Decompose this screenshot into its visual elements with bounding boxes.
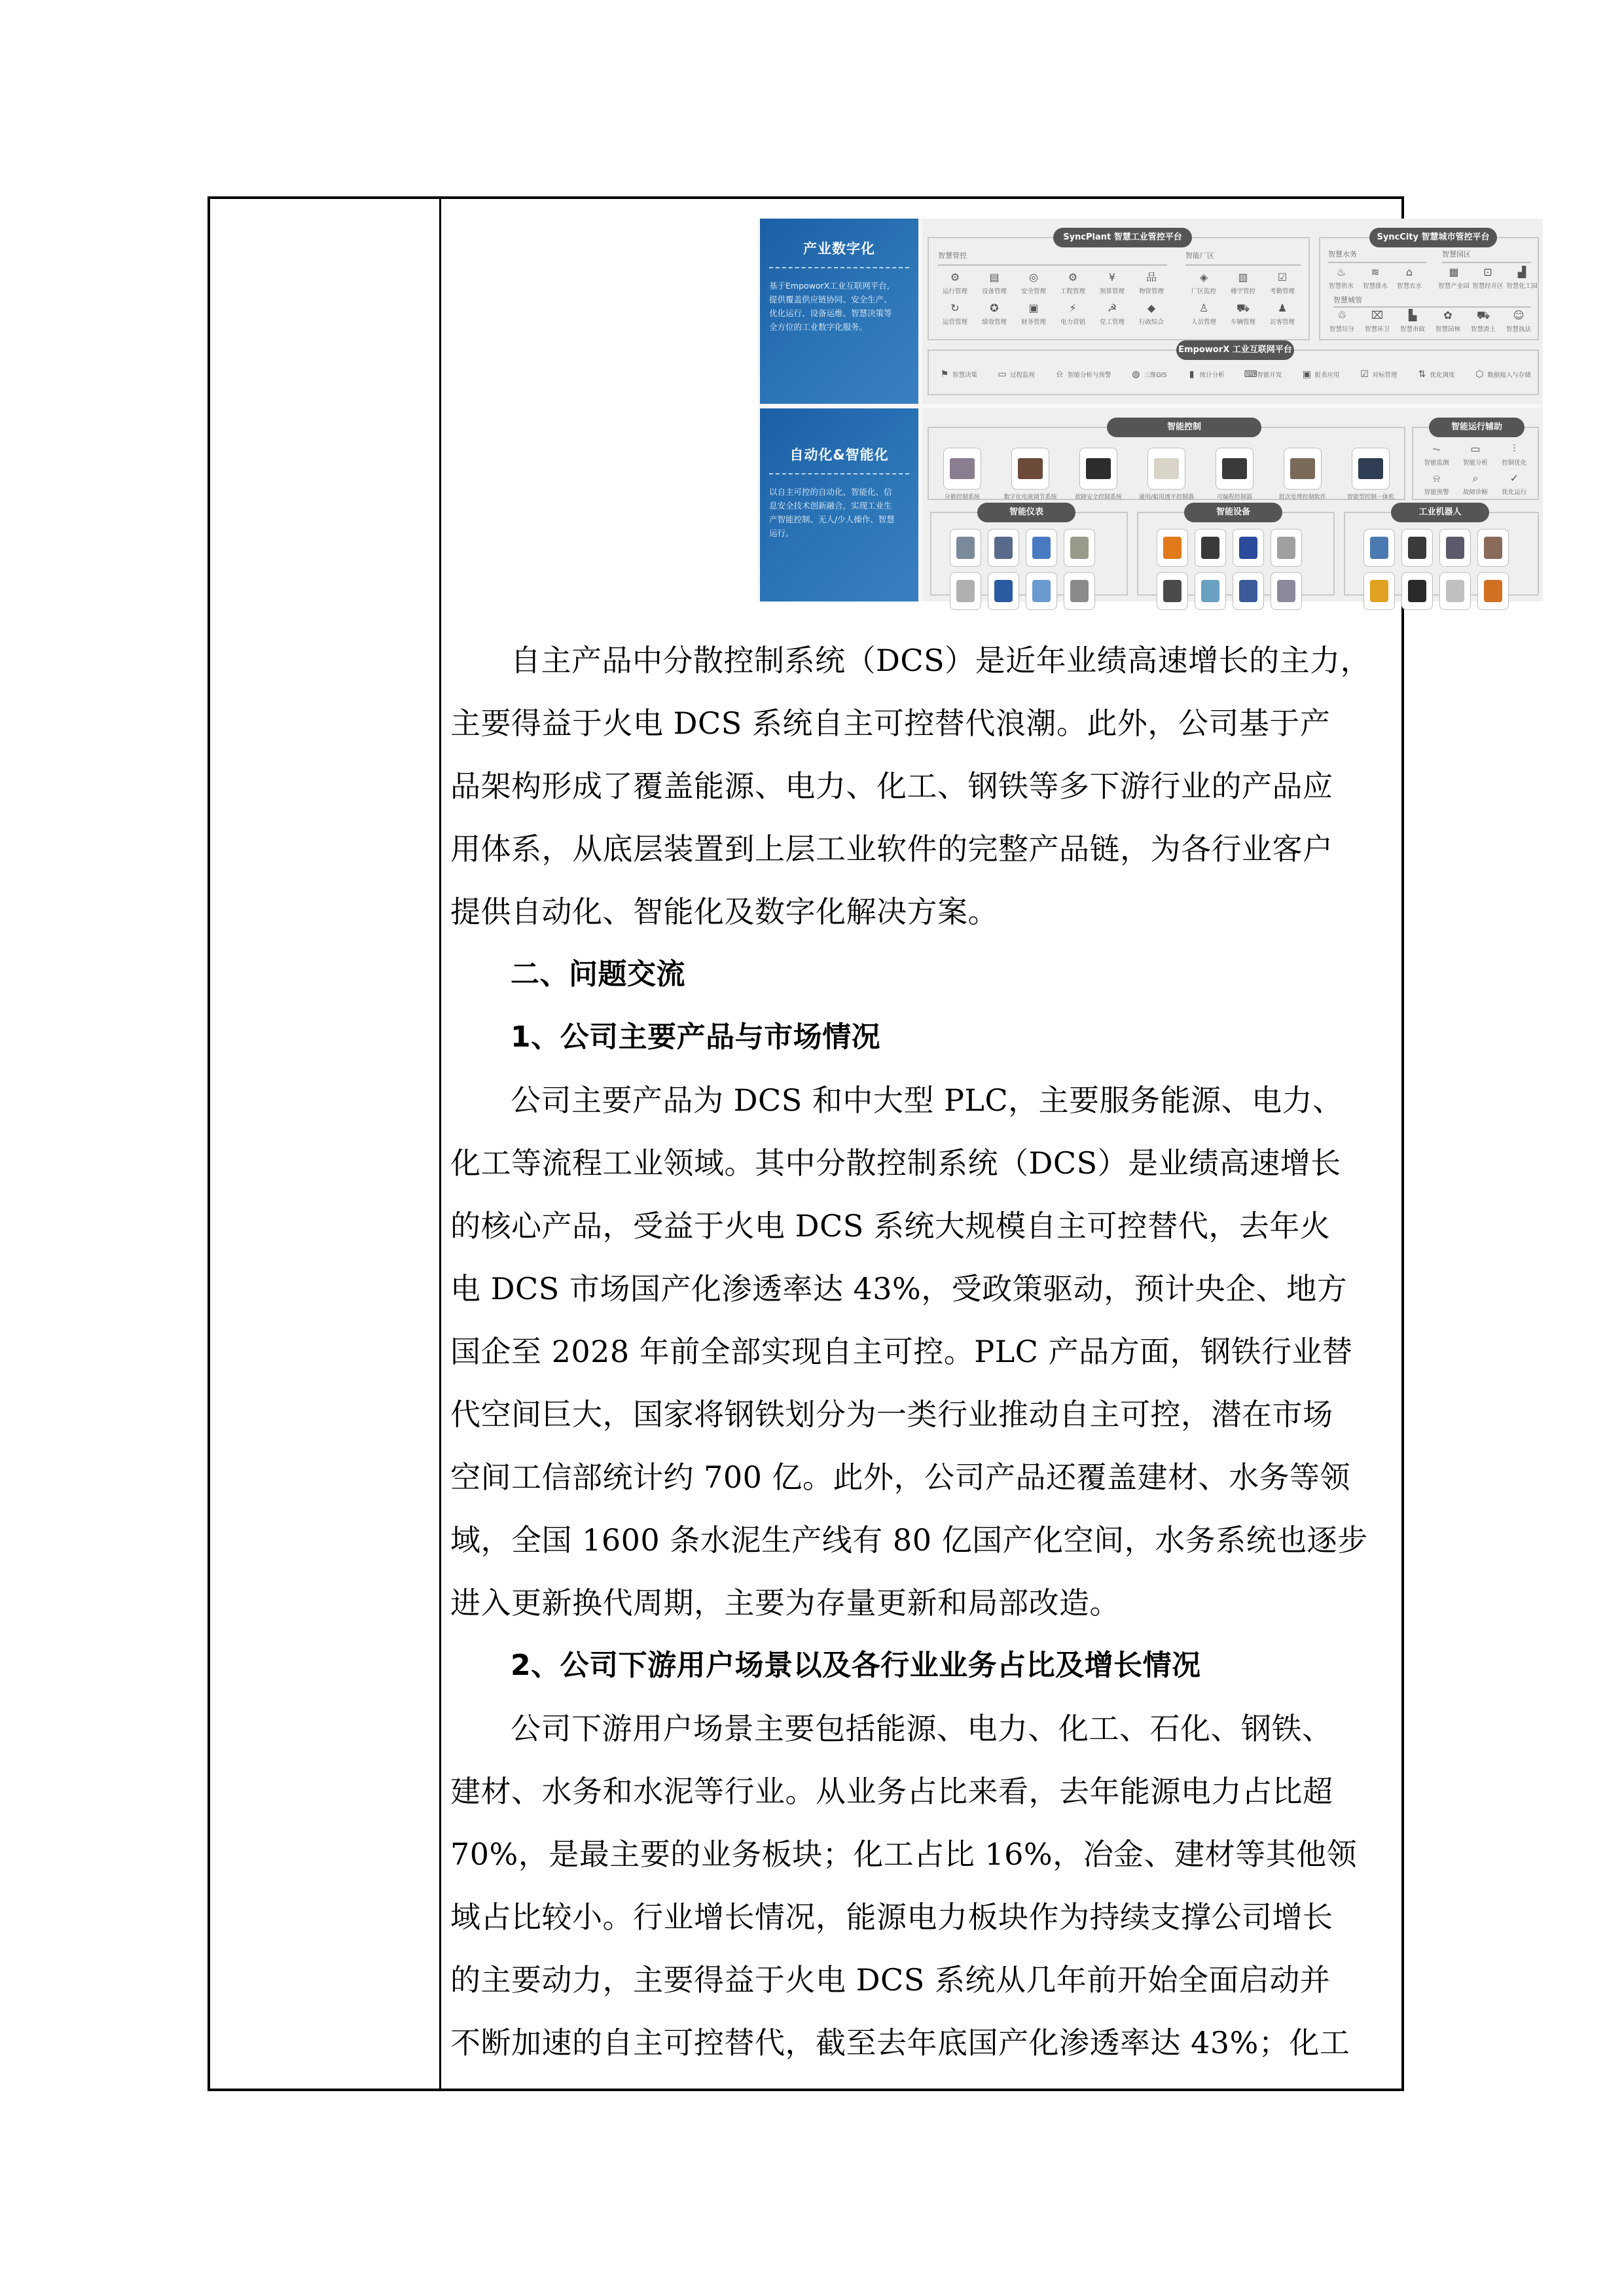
globe-icon: ◍	[1132, 369, 1140, 380]
group-divider	[938, 264, 1167, 266]
item-label: 预算管理	[1099, 288, 1125, 295]
item-label: 人员管理	[1191, 319, 1216, 326]
group-heading: 智慧园区	[1442, 250, 1471, 259]
equipment-tile[interactable]	[1195, 572, 1226, 610]
product-image	[1011, 448, 1049, 490]
grid-item-garden[interactable]	[1430, 309, 1466, 333]
product-sis[interactable]	[1072, 448, 1125, 501]
panel-description	[760, 485, 918, 540]
group-heading: 智慧水务	[1328, 250, 1357, 259]
instrument-tile[interactable]	[1064, 572, 1095, 610]
product-deh[interactable]	[1003, 448, 1057, 501]
robot-tile[interactable]	[1439, 529, 1471, 567]
automation-panel	[760, 408, 918, 601]
group-divider	[1185, 264, 1301, 266]
list-icon: ▤	[989, 271, 1000, 283]
plant-icon: ✿	[1443, 309, 1453, 321]
table-right-cell	[441, 199, 1538, 2089]
grid-item-vehicle[interactable]	[1223, 302, 1263, 326]
product-label: 可编程控制器	[1216, 494, 1252, 501]
instrument-tile[interactable]	[1026, 572, 1057, 610]
smart-water-grid	[1324, 266, 1426, 290]
truck-icon: ⛟	[1477, 309, 1490, 321]
instrument-tile[interactable]	[950, 572, 981, 610]
aux-item[interactable]	[1417, 472, 1456, 496]
table-left-cell	[210, 199, 441, 2089]
smart-ops-aux-title: 智能运行辅助	[1429, 418, 1525, 437]
equipment-tiles	[1157, 529, 1302, 610]
item-label: 智能预警	[1424, 489, 1449, 496]
power-chart-icon: ⚡	[1069, 302, 1077, 314]
grid-item-finance[interactable]	[1014, 302, 1053, 326]
product-image	[1079, 448, 1117, 490]
instrument-tile[interactable]	[1026, 529, 1057, 567]
grid-item-operation[interactable]	[935, 271, 975, 295]
grid-item-performance[interactable]	[975, 302, 1014, 326]
item-label: 对标管理	[1372, 372, 1398, 379]
equipment-tile[interactable]	[1271, 529, 1302, 567]
grid-item-admin[interactable]	[1132, 302, 1171, 326]
instrument-tile[interactable]	[988, 572, 1019, 610]
paragraph-line: 代空间巨大，国家将钢铁划分为一类行业推动自主可控，潜在市场	[450, 1397, 1333, 1432]
smart-urban-grid	[1324, 309, 1536, 333]
capability-item[interactable]	[1187, 369, 1225, 380]
city-icon: ▙	[1408, 309, 1417, 321]
robot-tiles	[1363, 529, 1509, 610]
lock-icon: ◎	[1029, 271, 1038, 283]
equipment-tile[interactable]	[1233, 529, 1264, 567]
group-divider	[1442, 262, 1531, 263]
item-label: 智慧农水	[1396, 283, 1422, 290]
farm-water-icon: ⌂	[1405, 266, 1413, 278]
grid-item-party[interactable]	[1092, 302, 1132, 326]
section-heading: 二、问题交流	[511, 958, 685, 991]
capability-item[interactable]	[1359, 369, 1397, 380]
product-dcs[interactable]	[935, 448, 989, 501]
paragraph-line: 域占比较小。行业增长情况，能源电力板块作为持续支撑公司增长	[450, 1899, 1333, 1935]
product-architecture-figure	[757, 219, 1543, 601]
aux-item[interactable]	[1417, 442, 1456, 467]
capability-item[interactable]	[1244, 369, 1282, 380]
analysis-icon: ▭	[1470, 442, 1481, 455]
group-heading: 智慧城管	[1333, 296, 1362, 304]
bar-chart-icon: ▮	[1189, 369, 1195, 380]
grid-item-water-supply[interactable]	[1324, 266, 1358, 290]
item-label: 智能分析	[1462, 459, 1488, 467]
item-label: 智慧排水	[1362, 283, 1388, 290]
product-label: 智能型控制一体机	[1346, 494, 1394, 501]
person-icon: ♙	[1199, 302, 1209, 314]
capability-item[interactable]	[1302, 369, 1340, 380]
industrial-robots-box	[1344, 507, 1539, 596]
data-hex-icon: ⬡	[1475, 369, 1484, 380]
monitor-wave-icon: ▭	[998, 369, 1007, 380]
grid-item-engineering[interactable]	[1053, 271, 1092, 295]
gear-icon: ⚙	[1068, 271, 1078, 283]
equipment-tile[interactable]	[1157, 529, 1188, 567]
product-batch[interactable]	[1276, 448, 1329, 501]
synccity-title: SyncCity 智慧城市管控平台	[1369, 228, 1497, 247]
item-label: 智慧环卫	[1364, 326, 1390, 333]
grid-item-enforcement[interactable]	[1501, 309, 1536, 333]
code-monitor-icon: ⌨	[1244, 369, 1257, 380]
calendar-check-icon: ☑	[1277, 271, 1288, 283]
item-label: 智慧决策	[952, 372, 978, 379]
synccity-box	[1319, 232, 1539, 340]
product-plc[interactable]	[1208, 448, 1261, 501]
product-all-in-one[interactable]	[1344, 448, 1398, 501]
panel-title: 产业数字化	[803, 241, 875, 257]
aux-item[interactable]	[1495, 442, 1534, 467]
visitor-icon: ♟	[1277, 302, 1288, 314]
paragraph-line: 自主产品中分散控制系统（DCS）是近年业绩高速增长的主力，	[511, 643, 1371, 678]
product-label: 批次处理控制软件	[1278, 494, 1326, 501]
item-label: 安全管理	[1020, 288, 1046, 295]
item-label: 智慧垃分	[1329, 326, 1354, 333]
item-label: 统计分析	[1199, 372, 1225, 379]
grid-item-sorting[interactable]	[1324, 309, 1360, 333]
automation-content	[922, 408, 1543, 601]
figure-row-digitalization	[757, 219, 1543, 404]
item-label: 控制优化	[1502, 459, 1527, 467]
item-label: 智慧供水	[1328, 283, 1354, 290]
item-label: 智慧产业园	[1438, 283, 1470, 290]
alarm-icon: ⍾	[1433, 472, 1440, 484]
empowerx-capabilities	[939, 369, 1531, 380]
item-label: 报表应用	[1314, 372, 1340, 379]
item-label: 智慧执法	[1506, 326, 1531, 333]
cycle-icon: ↻	[950, 302, 960, 314]
hierarchy-icon: 品	[1146, 271, 1157, 283]
group-heading: 智能厂区	[1185, 251, 1214, 260]
item-label: 电力营销	[1060, 319, 1085, 326]
paragraph-line: 的主要动力，主要得益于火电 DCS 系统从几年前开始全面启动并	[450, 1962, 1331, 1998]
item-label: 三维GIS	[1144, 372, 1167, 379]
paragraph-line: 进入更新换代周期，主要为存量更新和局部改造。	[450, 1585, 1120, 1621]
item-label: 工程管理	[1060, 288, 1085, 295]
paragraph-line: 国企至 2028 年前全部实现自主可控。PLC 产品方面，钢铁行业替	[450, 1334, 1353, 1369]
item-label: 智慧市政	[1399, 326, 1425, 333]
award-icon: ✪	[990, 302, 999, 314]
instrument-tile[interactable]	[1064, 529, 1095, 567]
item-label: 车辆管理	[1230, 319, 1255, 326]
capability-item[interactable]	[1416, 369, 1454, 380]
grid-item-chem-park[interactable]	[1505, 266, 1539, 290]
robot-tile[interactable]	[1363, 529, 1395, 567]
digitalization-content	[922, 219, 1543, 404]
instrument-tile[interactable]	[988, 529, 1019, 567]
capability-item[interactable]	[1130, 369, 1166, 380]
car-icon: ⛟	[1236, 302, 1250, 314]
grid-item-budget[interactable]	[1092, 271, 1132, 295]
group-divider	[1328, 262, 1426, 263]
trend-icon: ☑	[1360, 369, 1369, 380]
figure-row-automation	[757, 408, 1543, 601]
building-icon: ▥	[1238, 271, 1248, 283]
party-icon: ☭	[1107, 302, 1117, 314]
instrument-tile[interactable]	[950, 529, 981, 567]
equipment-tile[interactable]	[1271, 572, 1302, 610]
industrial-robots-title: 工业机器人	[1391, 503, 1489, 522]
smart-equipment-title: 智能设备	[1184, 503, 1282, 522]
item-label: 过程监视	[1009, 372, 1035, 379]
item-label: 智能分析与预警	[1067, 372, 1111, 379]
item-label: 优化调度	[1430, 372, 1455, 379]
desc-line: 全方位的工业数字化服务。	[769, 322, 868, 332]
desc-line: 提供覆盖供应链协同、安全生产、	[769, 295, 892, 304]
item-label: 运营管理	[942, 319, 967, 326]
industrial-park-icon: ▦	[1449, 266, 1459, 278]
paragraph-line: 不断加速的自主可控替代，截至去年底国产化渗透率达 43%；化工	[450, 2025, 1350, 2060]
item-label: 智能开发	[1257, 372, 1282, 379]
grid-item-attendance[interactable]	[1263, 271, 1302, 295]
smart-equipment-box	[1137, 507, 1335, 596]
dashed-divider	[769, 267, 909, 268]
desc-line: 产智能控制、无人/少人操作、智慧	[769, 514, 895, 524]
aux-item[interactable]	[1495, 472, 1534, 496]
smart-park-grid	[1437, 266, 1539, 290]
paragraph-line: 的核心产品，受益于火电 DCS 系统大规模自主可控替代，去年火	[450, 1208, 1331, 1244]
grid-item-visitor[interactable]	[1263, 302, 1302, 326]
panel-title: 自动化&智能化	[789, 447, 889, 463]
question-heading-1: 1、公司主要产品与市场情况	[511, 1020, 881, 1054]
robot-tile[interactable]	[1477, 529, 1509, 567]
group-heading: 智慧管控	[938, 251, 967, 260]
item-label: 数据接入与存储	[1487, 372, 1531, 379]
smart-control-box	[928, 422, 1405, 501]
panel-description	[760, 279, 918, 334]
product-image	[1147, 448, 1185, 490]
item-label: 行政综合	[1138, 319, 1164, 326]
desc-line: 息安全技术创新融合，实现工业生	[769, 501, 892, 511]
product-label: 故障安全控制系统	[1074, 494, 1122, 501]
item-label: 智能监测	[1424, 459, 1449, 467]
grid-item-safety[interactable]	[1014, 271, 1053, 295]
product-image	[1284, 448, 1322, 490]
product-label: 通用/船用透平控制器	[1138, 494, 1195, 501]
grid-item-drainage[interactable]	[1358, 266, 1392, 290]
grid-item-municipal[interactable]	[1395, 309, 1430, 333]
robot-tile[interactable]	[1401, 529, 1433, 567]
layers-icon: ◆	[1147, 302, 1156, 314]
ops-aux-grid	[1417, 442, 1534, 496]
drain-icon: ≋	[1371, 266, 1380, 278]
desc-line: 运行。	[769, 528, 794, 538]
paragraph-line: 公司下游用户场景主要包括能源、电力、化工、石化、钢铁、	[511, 1711, 1333, 1746]
cog-cluster-icon: ⚙	[950, 271, 960, 283]
grid-item-building[interactable]	[1223, 271, 1263, 295]
alarm-icon: ⍾	[1056, 369, 1063, 380]
safe-icon: ▣	[1028, 302, 1039, 314]
sliders-icon: ⫶	[1513, 442, 1516, 455]
product-label: 数字化电液调节系统	[1003, 494, 1057, 501]
paragraph-line: 建材、水务和水泥等行业。从业务占比来看，去年能源电力占比超	[450, 1774, 1333, 1809]
smart-ops-aux-box	[1412, 422, 1539, 500]
item-label: 故障诊断	[1462, 489, 1488, 496]
paragraph-line: 空间工信部统计约 700 亿。此外，公司产品还覆盖建材、水务等领	[450, 1460, 1351, 1495]
question-heading-2: 2、公司下游用户场景以及各行业业务占比及增长情况	[511, 1649, 1201, 1682]
item-label: 绩效管理	[981, 319, 1007, 326]
schedule-icon: ⇅	[1418, 369, 1426, 380]
paragraph-line: 提供自动化、智能化及数字化解决方案。	[450, 894, 998, 929]
item-label: 智慧经开区	[1472, 283, 1504, 290]
grid-item-dev-zone[interactable]	[1471, 266, 1505, 290]
empowerx-box	[928, 345, 1539, 395]
robot-tile[interactable]	[1401, 572, 1433, 610]
smart-control-title: 智能控制	[1107, 418, 1261, 437]
aux-item[interactable]	[1456, 442, 1494, 467]
smart-plant-grid	[1184, 271, 1302, 326]
report-icon: ▣	[1302, 369, 1312, 380]
trash-icon: ⌧	[1371, 309, 1384, 321]
grid-item-farm-water[interactable]	[1392, 266, 1426, 290]
optimize-icon: ✓	[1509, 472, 1519, 484]
capability-item[interactable]	[1055, 369, 1111, 380]
control-products	[935, 448, 1398, 501]
item-label: 厂区监控	[1191, 288, 1216, 295]
paragraph-line: 化工等流程工业领域。其中分散控制系统（DCS）是业绩高速增长	[450, 1145, 1341, 1181]
item-label: 物资管理	[1138, 288, 1164, 295]
item-label: 财务管理	[1020, 319, 1046, 326]
desc-line: 基于EmpoworX工业互联网平台,	[769, 281, 890, 291]
paragraph-line: 70%，是最主要的业务板块；化工占比 16%，冶金、建材等其他领	[450, 1837, 1358, 1872]
smart-instruments-box	[930, 507, 1128, 596]
smart-instruments-title: 智能仪表	[977, 503, 1075, 522]
syncplant-title: SyncPlant 智慧工业管控平台	[1053, 228, 1192, 247]
dashed-divider	[769, 473, 909, 475]
product-image	[1352, 448, 1390, 490]
grid-item-industrial-park[interactable]	[1437, 266, 1471, 290]
grid-item-power-marketing[interactable]	[1053, 302, 1092, 326]
diagnosis-icon: ⌕	[1472, 472, 1479, 484]
grid-item-personnel[interactable]	[1184, 302, 1223, 326]
signpost-icon: ⚑	[940, 369, 949, 380]
grid-item-sanitation[interactable]	[1360, 309, 1395, 333]
paragraph-line: 域，全国 1600 条水泥生产线有 80 亿国产化空间，水务系统也逐步	[450, 1522, 1368, 1558]
paragraph-line: 用体系，从底层装置到上层工业软件的完整产品链，为各行业客户	[450, 831, 1333, 867]
robot-tile[interactable]	[1439, 572, 1471, 610]
grid-item-plant-monitor[interactable]	[1184, 271, 1223, 295]
water-supply-icon: ♨	[1336, 266, 1346, 278]
item-label: 优化运行	[1502, 489, 1527, 496]
robot-tile[interactable]	[1363, 572, 1395, 610]
chem-park-icon: ▟	[1517, 266, 1526, 278]
group-divider	[1333, 306, 1531, 308]
equipment-tile[interactable]	[1195, 529, 1226, 567]
desc-line: 以自主可控的自动化、智能化、信	[769, 487, 892, 497]
empowerx-title: EmpoworX 工业互联网平台	[1176, 340, 1294, 360]
sorting-icon: ♲	[1337, 309, 1347, 321]
dev-zone-icon: ⊡	[1483, 266, 1492, 278]
product-label: 分散控制系统	[944, 494, 980, 501]
aux-item[interactable]	[1456, 472, 1494, 496]
item-label: 设备管理	[981, 288, 1007, 295]
grid-item-equipment[interactable]	[975, 271, 1014, 295]
item-label: 考勤管理	[1269, 288, 1295, 295]
item-label: 智慧渣土	[1470, 326, 1496, 333]
item-label: 楼宇管控	[1230, 288, 1255, 295]
desc-line: 优化运行、设备运维、智慧决策等	[769, 308, 892, 318]
product-image	[943, 448, 981, 490]
document-table	[208, 196, 1538, 2091]
capability-item[interactable]	[1474, 369, 1531, 380]
smart-management-grid	[935, 271, 1171, 326]
item-label: 智慧化工园	[1506, 283, 1538, 290]
equipment-tile[interactable]	[1157, 572, 1188, 610]
item-label: 党工管理	[1099, 319, 1125, 326]
item-label: 智慧园林	[1435, 326, 1460, 333]
digitalization-panel	[760, 219, 918, 404]
officer-icon: ☺	[1513, 309, 1525, 321]
paragraph-line: 品架构形成了覆盖能源、电力、化工、钢铁等多下游行业的产品应	[450, 768, 1333, 804]
grid-item-ops[interactable]	[935, 302, 975, 326]
grid-item-muck[interactable]	[1466, 309, 1501, 333]
product-image	[1216, 448, 1254, 490]
camera-icon: ◈	[1199, 271, 1208, 283]
syncplant-box	[928, 232, 1310, 340]
paragraph-line: 公司主要产品为 DCS 和中大型 PLC，主要服务能源、电力、	[511, 1083, 1343, 1118]
product-turbine[interactable]	[1140, 448, 1193, 501]
item-label: 运行管理	[942, 288, 967, 295]
item-label: 访客管理	[1269, 319, 1295, 326]
paragraph-line: 电 DCS 市场国产化渗透率达 43%，受政策驱动，预计央企、地方	[450, 1271, 1348, 1306]
capability-item[interactable]	[939, 369, 977, 380]
robot-tile[interactable]	[1477, 572, 1509, 610]
equipment-tile[interactable]	[1233, 572, 1264, 610]
capability-item[interactable]	[997, 369, 1035, 380]
grid-item-materials[interactable]	[1132, 271, 1171, 295]
paragraph-line: 主要得益于火电 DCS 系统自主可控替代浪潮。此外，公司基于产	[450, 706, 1331, 741]
pulse-icon: ⏦	[1432, 442, 1441, 455]
instrument-tiles	[950, 529, 1095, 610]
yuan-icon: ¥	[1108, 271, 1116, 283]
